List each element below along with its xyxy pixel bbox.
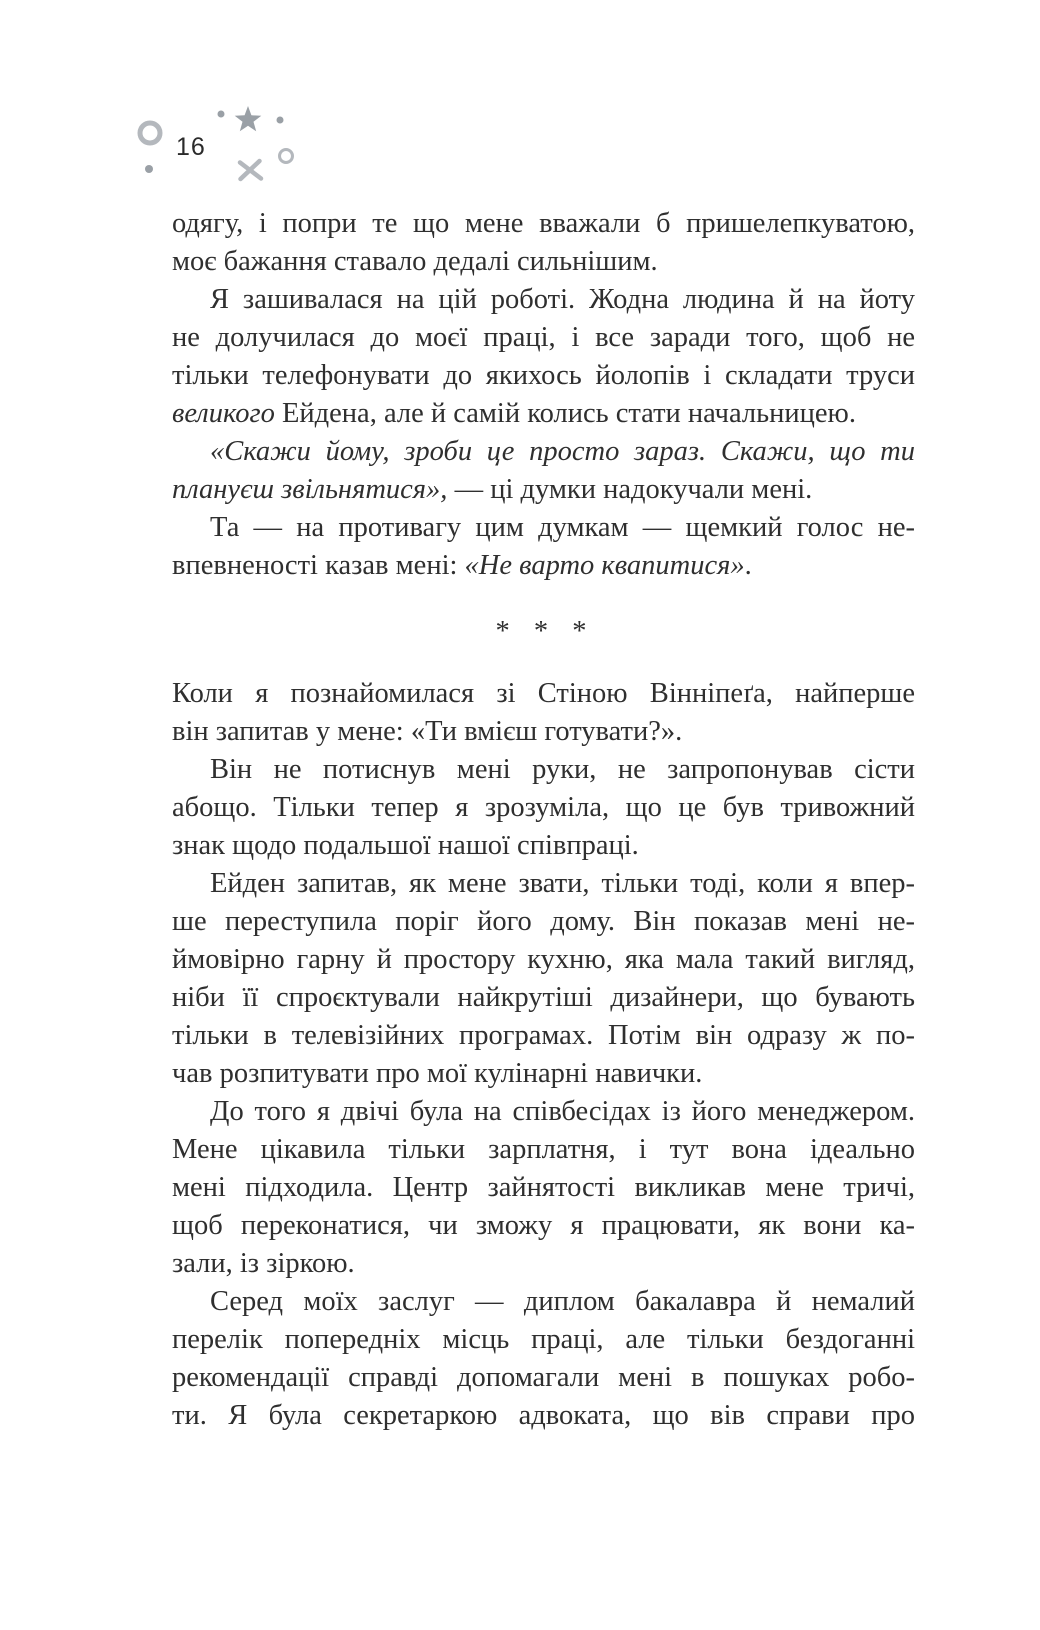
- text-line: ти. Я була секретаркою адвоката, що вів справи про: [172, 1400, 915, 1431]
- text-line: знак щодо подальшої нашої співпраці.: [172, 830, 639, 861]
- paragraph: [172, 865, 915, 1093]
- text-line: не долучилася до моєї праці, і все заради того, щоб не: [172, 322, 915, 353]
- star-icon: [235, 106, 262, 131]
- text-line: ймовірно гарну й простору кухню, яка мала такий вигляд,: [172, 944, 915, 975]
- text-line: рекомендації справді допомагали мені в пошуках робо-: [172, 1362, 915, 1393]
- text-line: Коли я познайомилася зі Стіною Вінніпеґа, найперше: [172, 678, 915, 709]
- section-divider: * * *: [495, 616, 592, 647]
- page-number: 16: [176, 133, 206, 161]
- text-line: щоб переконатися, чи зможу я працювати, як вони ка-: [172, 1210, 915, 1241]
- paragraph: [172, 675, 915, 751]
- paragraph: [172, 1093, 915, 1283]
- text-line: Мене цікавила тільки зарплатня, і тут вона ідеально: [172, 1134, 915, 1165]
- text-line: Ейден запитав, як мене звати, тільки тоді, коли я впер-: [210, 868, 915, 899]
- paragraph: [172, 281, 915, 433]
- text-column: [172, 205, 915, 1435]
- text-line: впевненості казав мені: «Не варто квапитися».: [172, 550, 752, 581]
- text-line: великого Ейдена, але й самій колись стати начальницею.: [172, 398, 856, 429]
- dot-icon: [218, 111, 225, 118]
- text-line: одягу, і попри те що мене вважали б пришелепкуватою,: [172, 208, 915, 239]
- text-line: зали, із зіркою.: [172, 1248, 355, 1279]
- text-line: перелік попередніх місць праці, але тільки бездоганні: [172, 1324, 915, 1355]
- text-line: чав розпитувати про мої кулінарні навички.: [172, 1058, 703, 1089]
- paragraph: [172, 433, 915, 509]
- text-line: мені підходила. Центр зайнятості викликав мене тричі,: [172, 1172, 915, 1203]
- text-line: «Скажи йому, зроби це просто зараз. Скажи, що ти: [210, 436, 915, 467]
- text-line: він запитав у мене: «Ти вмієш готувати?».: [172, 716, 683, 747]
- paragraph: [172, 205, 915, 281]
- circle-outline-icon: [140, 123, 160, 143]
- dot-icon: [277, 117, 284, 124]
- text-line: абощо. Тільки тепер я зрозуміла, що це був тривожний: [172, 792, 915, 823]
- text-line: моє бажання ставало дедалі сильнішим.: [172, 246, 658, 277]
- text-line: тільки в телевізійних програмах. Потім він одразу ж по-: [172, 1020, 915, 1051]
- text-line: ше переступила поріг його дому. Він показав мені не-: [172, 906, 915, 937]
- text-line: До того я двічі була на співбесідах із його менеджером.: [210, 1096, 915, 1127]
- paragraph: [172, 1283, 915, 1435]
- text-line: Серед моїх заслуг — диплом бакалавра й немалий: [210, 1286, 915, 1317]
- paragraph: [172, 751, 915, 865]
- stars-ornament: [110, 90, 310, 190]
- text-line: Та — на противагу цим думкам — щемкий голос не-: [210, 512, 915, 543]
- text-line: ніби її спроєктували найкрутіші дизайнери, що бувають: [172, 982, 915, 1013]
- cross-icon: [240, 161, 261, 179]
- text-line: тільки телефонувати до якихось йолопів і складати труси: [172, 360, 915, 391]
- small-circle-outline-icon: [280, 150, 293, 163]
- paragraph: [172, 509, 915, 585]
- dot-icon: [145, 165, 153, 173]
- text-line: плануєш звільнятися», — ці думки надокучали мені.: [172, 474, 813, 505]
- text-line: Він не потиснув мені руки, не запропонував сісти: [210, 754, 915, 785]
- text-line: Я зашивалася на цій роботі. Жодна людина й на йоту: [210, 284, 915, 315]
